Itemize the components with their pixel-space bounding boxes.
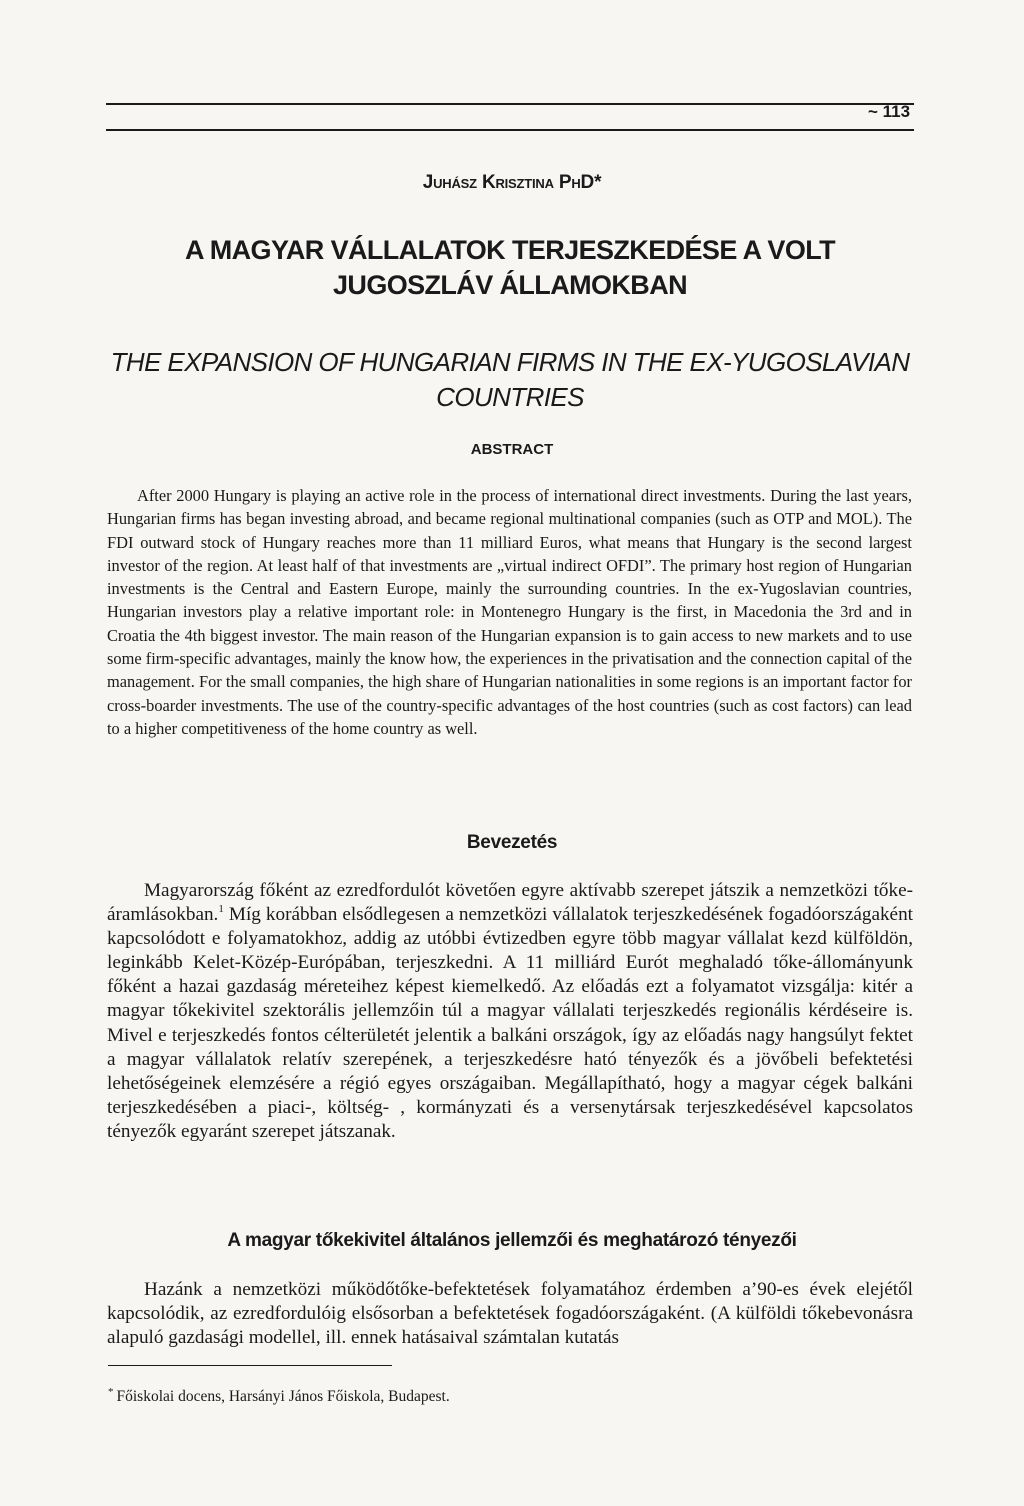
abstract-heading: ABSTRACT xyxy=(470,441,554,458)
footnote-text: Főiskolai docens, Harsányi János Főiskola, Budapest. xyxy=(116,1388,450,1405)
section-heading-capital-export: A magyar tőkekivitel általános jellemzői és meghatározó tényezői xyxy=(227,1230,797,1251)
footnote-rule xyxy=(108,1365,392,1366)
title-hungarian: A MAGYAR VÁLLALATOK TERJESZKEDÉSE A VOLT JUGOSZLÁV ÁLLAMOKBAN xyxy=(184,235,836,300)
section-heading-bevezetes: Bevezetés xyxy=(466,832,558,853)
intro-text-start: Magyarország főként az ezredfordulót követően egyre aktívabb szerepet játszik a nemzetközi tőke-áramlásokban. xyxy=(107,880,913,926)
page-number: ~ 113 xyxy=(868,102,911,121)
section2-paragraph: Hazánk a nemzetközi működőtőke-befektetések folyamatához érdemben a’90-es évek elejétől kapcsolódik, az ezredfordulóig elsősorban a befektetések fogadóországaként. (A külföldi tőkebevonásra alapuló gazdasági modellel, ill. ennek hatásaival számtalan kutatás xyxy=(107,1279,913,1349)
intro-text-rest: Míg korábban elsődlegesen a nemzetközi vállalatok terjeszkedésének fogadóországaként kapcsolódott e folyamatokhoz, addig az utóbbi évtizedben egyre több magyar vállalat kezd külföldön, leginkább Kelet-Közép-Európában, terjeszkedni. A 11 milliárd Eurót meghaladó tőke-állományunk főként a hazai gazdaság méreteihez képest kiemelkedő. Az előadás ezt a folyamatot vizsgálja: kitér a magyar tőkekivitel szektorális jellemzőin túl a magyar vállalati terjeszkedés regionális kérdéseire is. Mivel e terjeszkedés fontos célterületét jelentik a balkáni országok, így az előadás nagy hangsúlyt fektet a magyar vállalatok relatív szerepének, a terjeszkedésre ható tényezők és a jövőbeli befektetési lehetőségeinek elemzésére a régió egyes országaiban. Megállapítható, hogy a magyar cégek balkáni terjeszkedésében a piaci-, költség- , kormányzati és a versenytársak terjeszkedésével kapcsolatos tényezők egyaránt szerepet játszanak. xyxy=(107,904,913,1142)
abstract-text: After 2000 Hungary is playing an active role in the process of international direct investments. During the last years, Hungarian firms has began investing abroad, and became regional multinational companies (such as OTP and MOL). The FDI outward stock of Hungary reaches more than 11 milliard Euros, what means that Hungary is the second largest investor of the region. At least half of that investments are „virtual indirect OFDI”. The primary host region of Hungarian investments is the Central and Eastern Europe, mainly the surrounding countries. In the ex-Yugoslavian countries, Hungarian investors play a relative important role: in Montenegro Hungary is the first, in Macedonia the 3rd and in Croatia the 4th biggest investor. The main reason of the Hungarian expansion is to gain access to new markets and to use some firm-specific advantages, mainly the know how, the experiences in the privatisation and the connection capital of the management. For the small companies, the high share of Hungarian nationalities in some regions is an important factor for cross-boarder investments. The use of the country-specific advantages of the host countries (such as cost factors) can lead to a higher competitiveness of the home country as well. xyxy=(107,486,912,738)
title-english: THE EXPANSION OF HUNGARIAN FIRMS IN THE EX-YUGOSLAVIAN COUNTRIES xyxy=(110,347,910,412)
author-name: Juhász Krisztina PhD* xyxy=(422,172,602,193)
footnote-mark: * xyxy=(108,1386,114,1398)
footnote xyxy=(108,1386,450,1406)
intro-paragraph xyxy=(107,879,913,1144)
header-rule-top xyxy=(106,103,914,105)
footnote-reference-1: 1 xyxy=(218,903,224,916)
header-rule-bottom xyxy=(106,129,914,131)
